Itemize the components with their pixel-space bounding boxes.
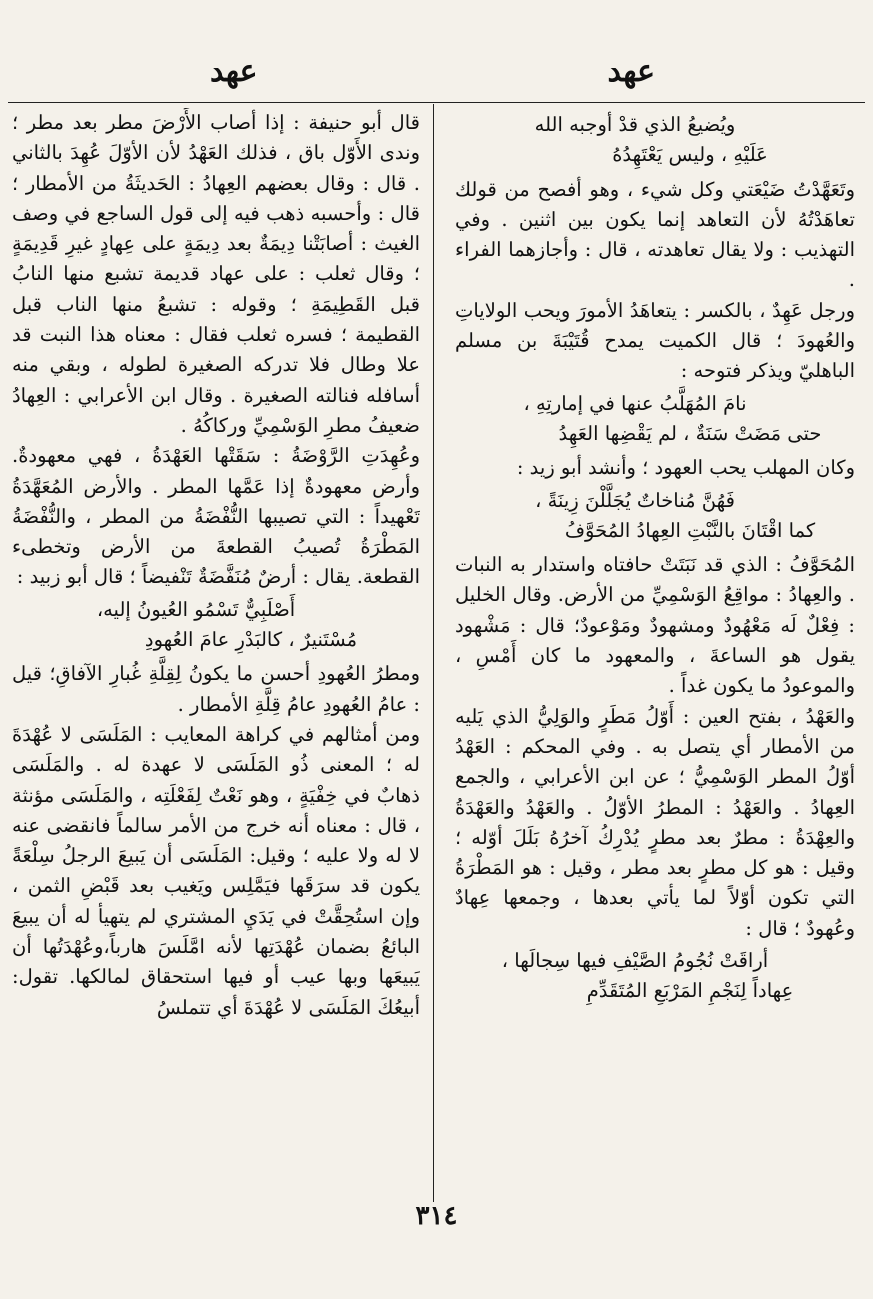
right-column <box>455 108 855 1198</box>
entry-paragraph: وكان المهلب يحب العهود ؛ وأنشد أبو زيد : <box>516 456 855 480</box>
verse-line: ويُضيعُ الذي قدْ أوجبه الله <box>534 113 736 136</box>
column-divider <box>433 104 434 1202</box>
entry-paragraph: ومطرُ العُهودِ أحسن ما يكونُ لِقِلَّةِ غُبارِ الآفاقِ؛ قيل : عامُ العُهودِ عامُ قِلَّةِ الأمطار . <box>12 662 420 716</box>
entry-paragraph: والعَهْدُ ، بفتح العين : أَوّلُ مَطَرٍ والوَلِيُّ الذي يَليه من الأمطار أي يتصل به . وفي المحكم : العَهْدُ أوّلُ المطر الوَسْمِيُّ ؛ عن ابن الأعرابي ، والجمع العِهادُ . والعَهْدُ : المطرُ الأوّلُ . والعَهْدُ والعَهْدَةُ والعِهْدَةُ : مطرٌ بعد مطرٍ يُدْرِكُ آخرُهُ بَلَلَ أوّله ؛ وقيل : هو كل مطرٍ بعد مطر ، وقيل : هو المَطْرَةُ التي تكون أوّلاً لما يأتي بعدها ، وجمعها عِهادٌ وعُهودٌ ؛ قال : <box>455 704 855 940</box>
verse-line: فَهُنَّ مُناخاتٌ يُجَلَّلْنَ زِينَةً ، <box>535 488 735 512</box>
header-rule <box>8 102 865 103</box>
verse-line: مُسْتَنيرٌ ، كالبَدْرِ عامَ العُهودِ <box>144 628 358 652</box>
verse-line: أَصْلَبِيٌّ تَسْمُو العُيونُ إليه، <box>96 597 296 621</box>
header-headword-left: عهد <box>210 54 258 89</box>
verse-quotation <box>455 389 855 450</box>
entry-paragraph: المُحَوَّفُ : الذي قد نَبَتَتْ حافتاه واستدار به النبات . والعِهادُ : مواقِعُ الوَسْمِيِّ من الأرض. وقال الخليل : فِعْلٌ لَه مَعْهُودٌ ومشهودٌ ومَوْعودٌ؛ قال : مَشْهود يقول هو الساعةَ ، والمعهود ما كان أَمْسِ ، والموعودُ ما يكون غداً . <box>455 553 855 698</box>
verse-line: حتى مَضَتْ سَنَةٌ ، لم يَقْضِها العَهِدُ <box>558 421 822 445</box>
page-number: ٣١٤ <box>415 1201 458 1231</box>
verse-line: نامَ المُهَلَّبُ عنها في إمارتِهِ ، <box>523 391 747 415</box>
entry-paragraph: وتَعَهَّدْتُ ضَيْعَتي وكل شيء ، وهو أفصح من قولك تعاهَدْتُهُ لأن التعاهد إنما يكون بين اثنين . وفي التهذيب : ولا يقال تعاهدته ، قال : وأجازهما الفراء . <box>455 177 855 292</box>
left-column <box>12 108 420 1198</box>
verse-quotation <box>455 946 855 1007</box>
verse-line: عِهاداً لِنَجْمِ المَرْبَعِ المُتَقَدِّمِ <box>586 979 794 1003</box>
verse-line: أراقَتْ نُجُومُ الصَّيْفِ فيها سِجالَها ، <box>501 949 769 973</box>
verse-line: كما اقْتَانَ بالنَّبْتِ العِهادُ المُحَوَّفُ <box>564 518 816 542</box>
verse-quotation <box>12 595 420 656</box>
entry-paragraph: قال أبو حنيفة : إذا أصاب الأَرْضَ مطر بعد مطر ؛ وندى الأَوّل باق ، فذلك العَهْدُ لأن الأوّلَ عُهِدَ بالثاني . قال : وقال بعضهم العِهادُ : الحَديثَةُ من الأمطار ؛ قال : وأحسبه ذهب فيه إلى قول الساجع في وصف الغيث : أصابَتْنا دِيمَةٌ بعد دِيمَةٍ على عِهادٍ غيرِ قَدِيمَةٍ ؛ وقال ثعلب : على عهاد قديمة تشبع منها النابُ قبل القَطِيمَةِ ؛ وقوله : تشبعُ منها الناب قبل القطيمة ؛ فسره ثعلب فقال : معناه هذا النبت قد علا وطال فلا تدركه الصغيرة لطوله ، وبقي منه أسافله فنالته الصغيرة . وقال ابن الأعرابي : العِهادُ ضعيفُ مطرِ الوَسْمِيِّ وركاكُهُ . <box>12 111 420 437</box>
verse-line: عَلَيْهِ ، وليس يَعْتَهِدُهُ <box>612 143 768 167</box>
entry-paragraph: ورجل عَهِدٌ ، بالكسر : يتعاهَدُ الأمورَ ويحب الولاياتِ والعُهودَ ؛ قال الكميت يمدح قُتَيْبَةَ بن مسلم الباهليّ ويذكر فتوحه : <box>455 298 855 383</box>
entry-paragraph: ومن أمثالهم في كراهة المعايب : المَلَسَى لا عُهْدَةَ له ؛ المعنى ذُو المَلَسَى لا عهدة له . والمَلَسَى ذهابٌ في خِفْيَةٍ ، وهو نَعْتٌ لِفَعْلَتِه ، والمَلَسَى مؤنثة ، قال : معناه أنه خرج من الأمر سالماً فانقضى عنه لا له ولا عليه ؛ وقيل: المَلَسَى أن يَبيعَ الرجلُ سِلْعَةً يكون قد سرَقَها فيَمَّلِس ويَغيب بعد قَبْضِ الثمن ، وإن استُحِقَّتْ في يَدَيِ المشتري لم يتهيأ له أن يبيعَ البائعُ بضمان عُهْدَتِها لأنه امَّلَسَ هارباً،وعُهْدَتُها أن يَبيعَها وبها عيب أو فيها استحقاق لمالكها. تقول: أبيعُكَ المَلَسَى لا عُهْدَةَ أي تتملسُ <box>12 722 420 1019</box>
verse-quotation <box>455 110 855 171</box>
entry-paragraph: وعُهِدَتِ الرَّوْضَةُ : سَقَتْها العَهْدَةُ ، فهي معهودةٌ. وأرض معهودةٌ إذا عَمَّها المطر . والأرض المُعَهَّدَةُ تَعْهيداً : التي تصيبها النُّفْضَةُ من المطر ، والنُّفْضَةُ المَطْرَةُ تُصيبُ القطعةَ من الأرض وتخطىء القطعة. يقال : أرضٌ مُنَفَّضَةٌ تَنْفيضاً ؛ قال أبو زبيد : <box>12 444 420 589</box>
verse-quotation <box>455 486 855 547</box>
header-headword-right: عهد <box>607 54 655 89</box>
